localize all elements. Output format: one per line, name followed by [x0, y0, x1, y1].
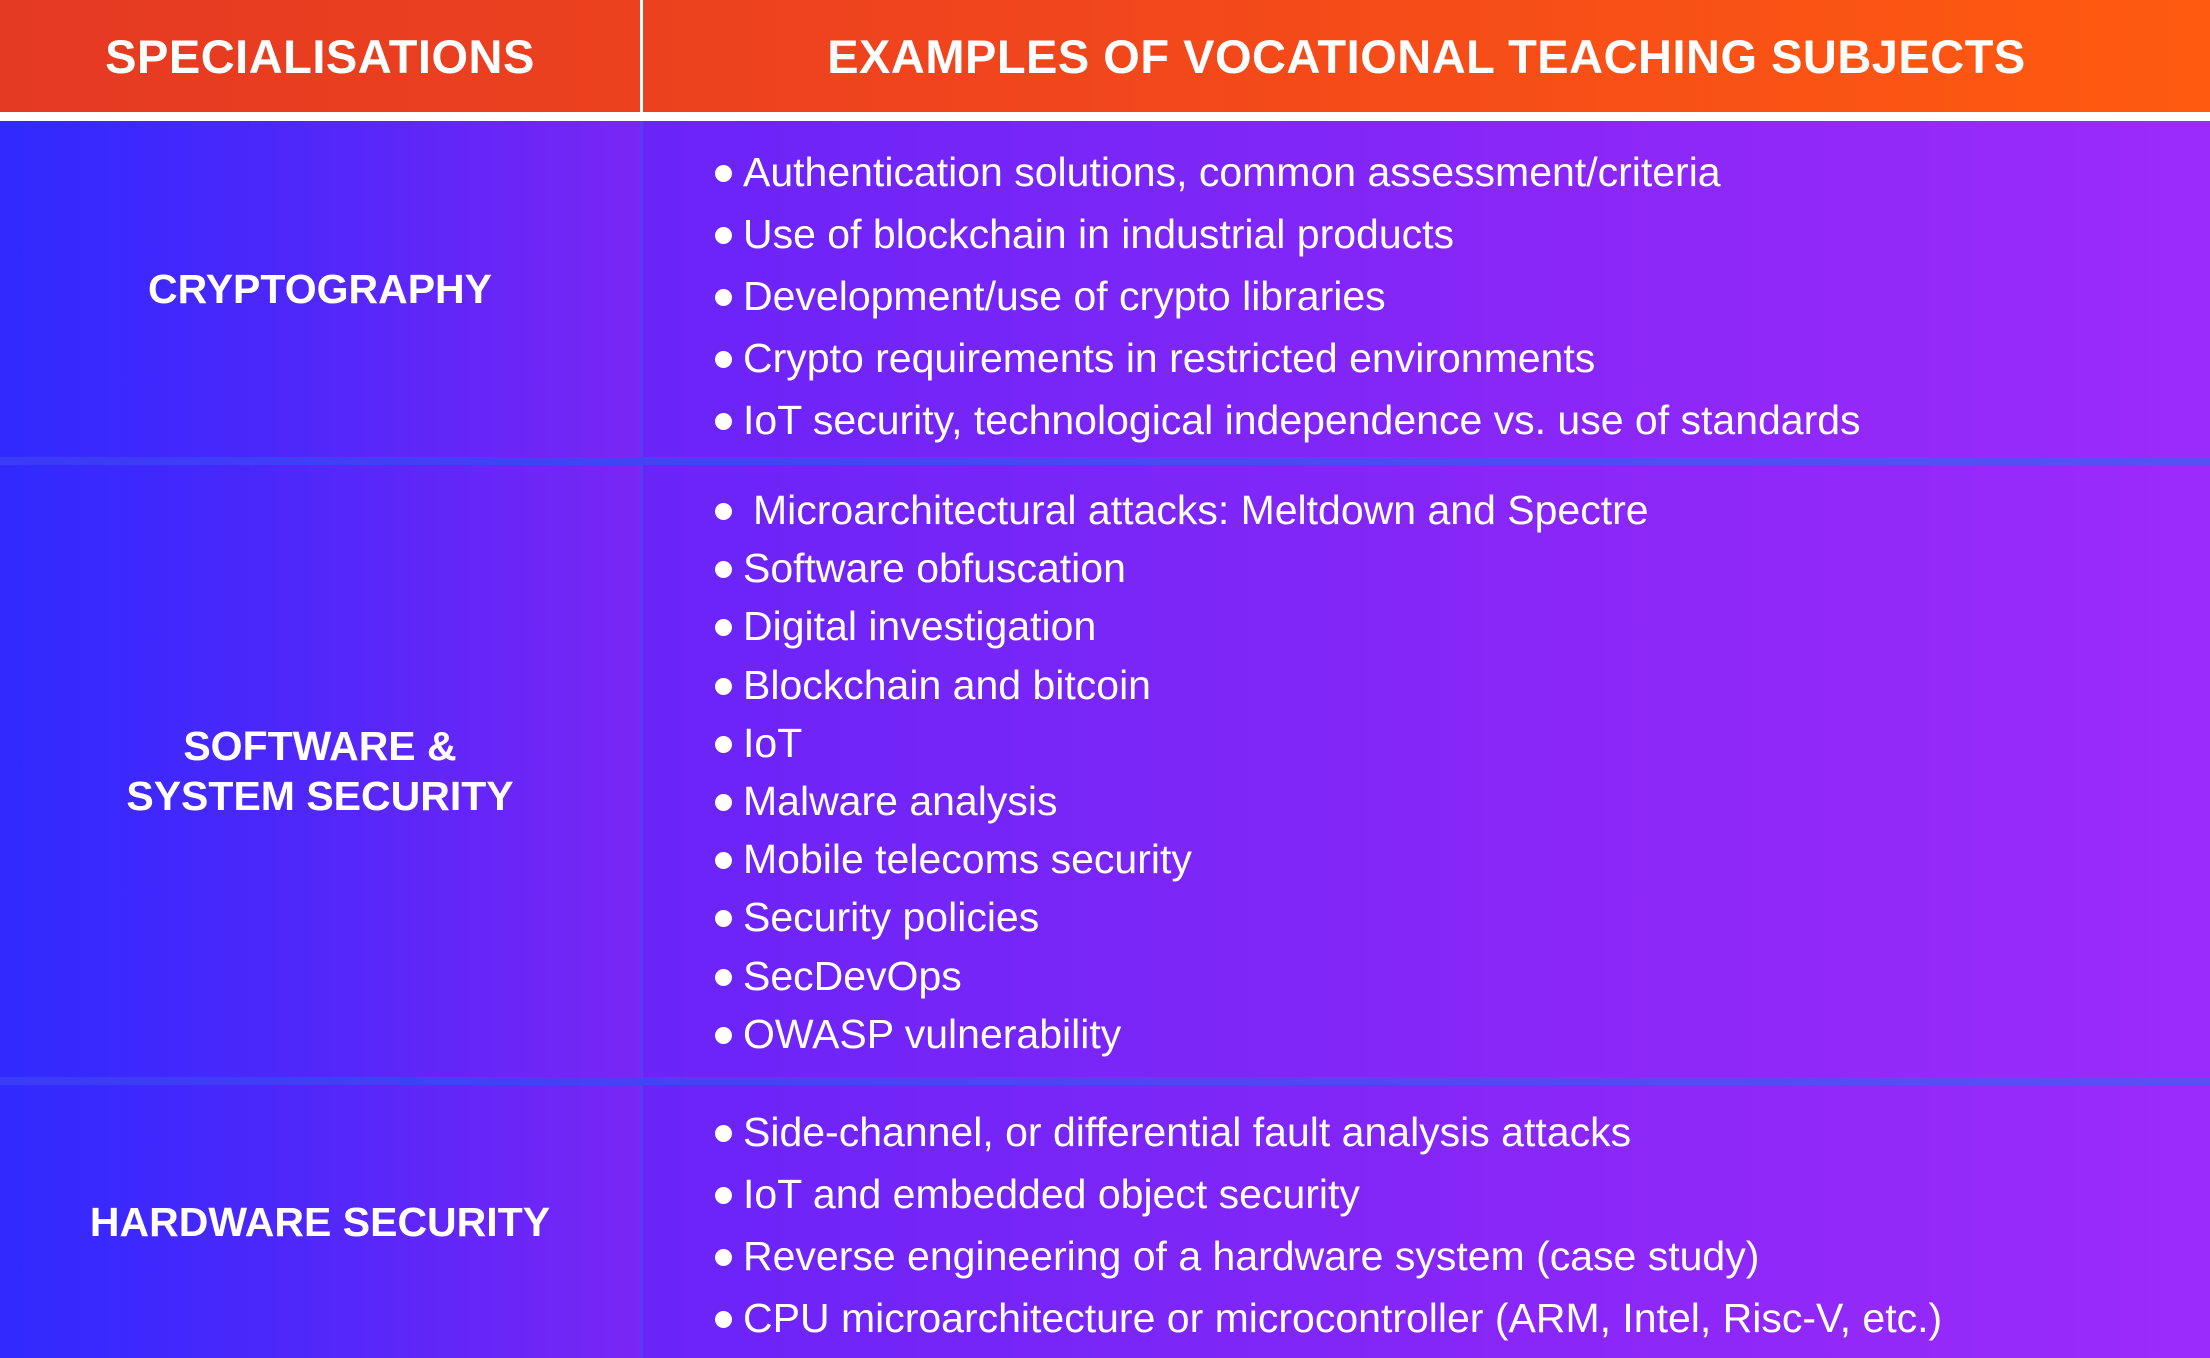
list-item: CPU microarchitecture or microcontroller (ARM, Intel, Risc-V, etc.) [713, 1287, 2193, 1349]
subjects-hardware-security [643, 1085, 2210, 1358]
specialisation-label: HARDWARE SECURITY [89, 1198, 551, 1245]
subjects-cryptography [643, 121, 2210, 457]
specialisation-hardware-security [0, 1085, 640, 1358]
list-item: Blockchain and bitcoin [713, 656, 2193, 714]
row-separator [0, 457, 2210, 465]
list-item: IoT [713, 714, 2193, 772]
list-item: Digital investigation [713, 597, 2193, 655]
list-item: IoT security, technological independence vs. use of standards [713, 389, 2193, 451]
specialisation-label-line2: SYSTEM SECURITY [126, 773, 514, 819]
subject-list [713, 141, 2193, 451]
table-header [0, 0, 2210, 112]
list-item: SecDevOps [713, 947, 2193, 1005]
list-item: Microarchitectural attacks: Meltdown and Spectre [713, 481, 2193, 539]
specialisation-label: CRYPTOGRAPHY [148, 266, 492, 312]
specialisation-cryptography [0, 121, 640, 457]
header-separator [0, 112, 2210, 121]
list-item: Reverse engineering of a hardware system (case study) [713, 1225, 2193, 1287]
list-item: Authentication solutions, common assessment/criteria [713, 141, 2193, 203]
list-item: Security policies [713, 888, 2193, 946]
specialisation-software-system-security [0, 465, 640, 1077]
list-item: Mobile telecoms security [713, 830, 2193, 888]
table-row-software-system-security [0, 465, 2210, 1077]
table-row-cryptography [0, 121, 2210, 457]
header-specialisations: SPECIALISATIONS [105, 29, 535, 83]
row-separator [0, 1077, 2210, 1085]
subject-list [713, 481, 2193, 1063]
list-item: IoT and embedded object security [713, 1163, 2193, 1225]
list-item: Malware analysis [713, 772, 2193, 830]
table-row-hardware-security [0, 1085, 2210, 1358]
list-item: OWASP vulnerability [713, 1005, 2193, 1063]
list-item: Crypto requirements in restricted environments [713, 327, 2193, 389]
list-item: Side-channel, or differential fault analysis attacks [713, 1101, 2193, 1163]
header-examples: EXAMPLES OF VOCATIONAL TEACHING SUBJECTS [827, 29, 2026, 83]
subject-list [713, 1101, 2193, 1349]
specialisation-label-line1: SOFTWARE & [183, 723, 457, 769]
list-item: Use of blockchain in industrial products [713, 203, 2193, 265]
subjects-software-system-security [643, 465, 2210, 1077]
list-item: Software obfuscation [713, 539, 2193, 597]
list-item: Development/use of crypto libraries [713, 265, 2193, 327]
